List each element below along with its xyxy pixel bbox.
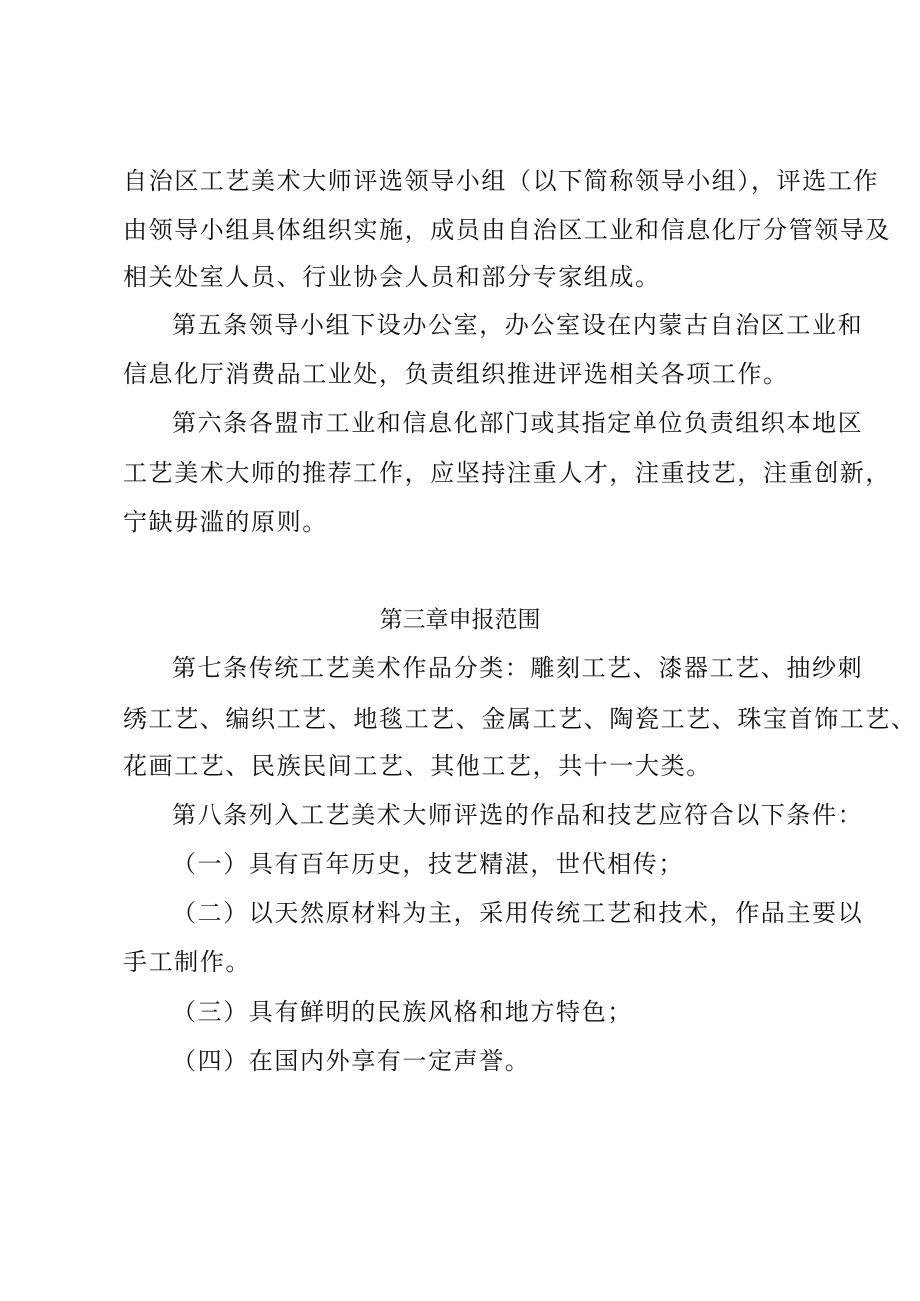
paragraph-article-5-line-1: 第五条领导小组下设办公室，办公室设在内蒙古自治区工业和 <box>172 311 864 339</box>
paragraph-article-6-line-3: 宁缺毋滥的原则。 <box>123 508 328 536</box>
paragraph-article-5-line-2: 信息化厅消费品工业处，负责组织推进评选相关各项工作。 <box>123 360 789 388</box>
paragraph-leading-group-line-2: 由领导小组具体组织实施，成员由自治区工业和信息化厅分管领导及 <box>123 216 891 244</box>
condition-1-line-1: （一）具有百年历史，技艺精湛，世代相传； <box>172 850 684 878</box>
paragraph-article-6-line-2: 工艺美术大师的推荐工作，应坚持注重人才，注重技艺，注重创新， <box>123 459 891 487</box>
paragraph-article-7-line-2: 绣工艺、编织工艺、地毯工艺、金属工艺、陶瓷工艺、珠宝首饰工艺、 <box>123 705 917 733</box>
condition-2-line-1: （二）以天然原材料为主，采用传统工艺和技术，作品主要以 <box>172 899 864 927</box>
paragraph-article-6-line-1: 第六条各盟市工业和信息化部门或其指定单位负责组织本地区 <box>172 409 864 437</box>
chapter-heading: 第三章申报范围 <box>379 607 541 633</box>
paragraph-leading-group-line-1: 自治区工艺美术大师评选领导小组（以下简称领导小组），评选工作 <box>123 167 879 195</box>
condition-4-line-1: （四）在国内外享有一定声誉。 <box>172 1047 531 1075</box>
condition-2-line-2: 手工制作。 <box>123 948 251 976</box>
paragraph-leading-group-line-3: 相关处室人员、行业协会人员和部分专家组成。 <box>123 263 661 291</box>
paragraph-article-8-line-1: 第八条列入工艺美术大师评选的作品和技艺应符合以下条件： <box>172 801 864 829</box>
condition-3-line-1: （三）具有鲜明的民族风格和地方特色； <box>172 998 633 1026</box>
paragraph-article-7-line-1: 第七条传统工艺美术作品分类：雕刻工艺、漆器工艺、抽纱刺 <box>172 654 864 682</box>
paragraph-article-7-line-3: 花画工艺、民族民间工艺、其他工艺，共十一大类。 <box>123 752 712 780</box>
